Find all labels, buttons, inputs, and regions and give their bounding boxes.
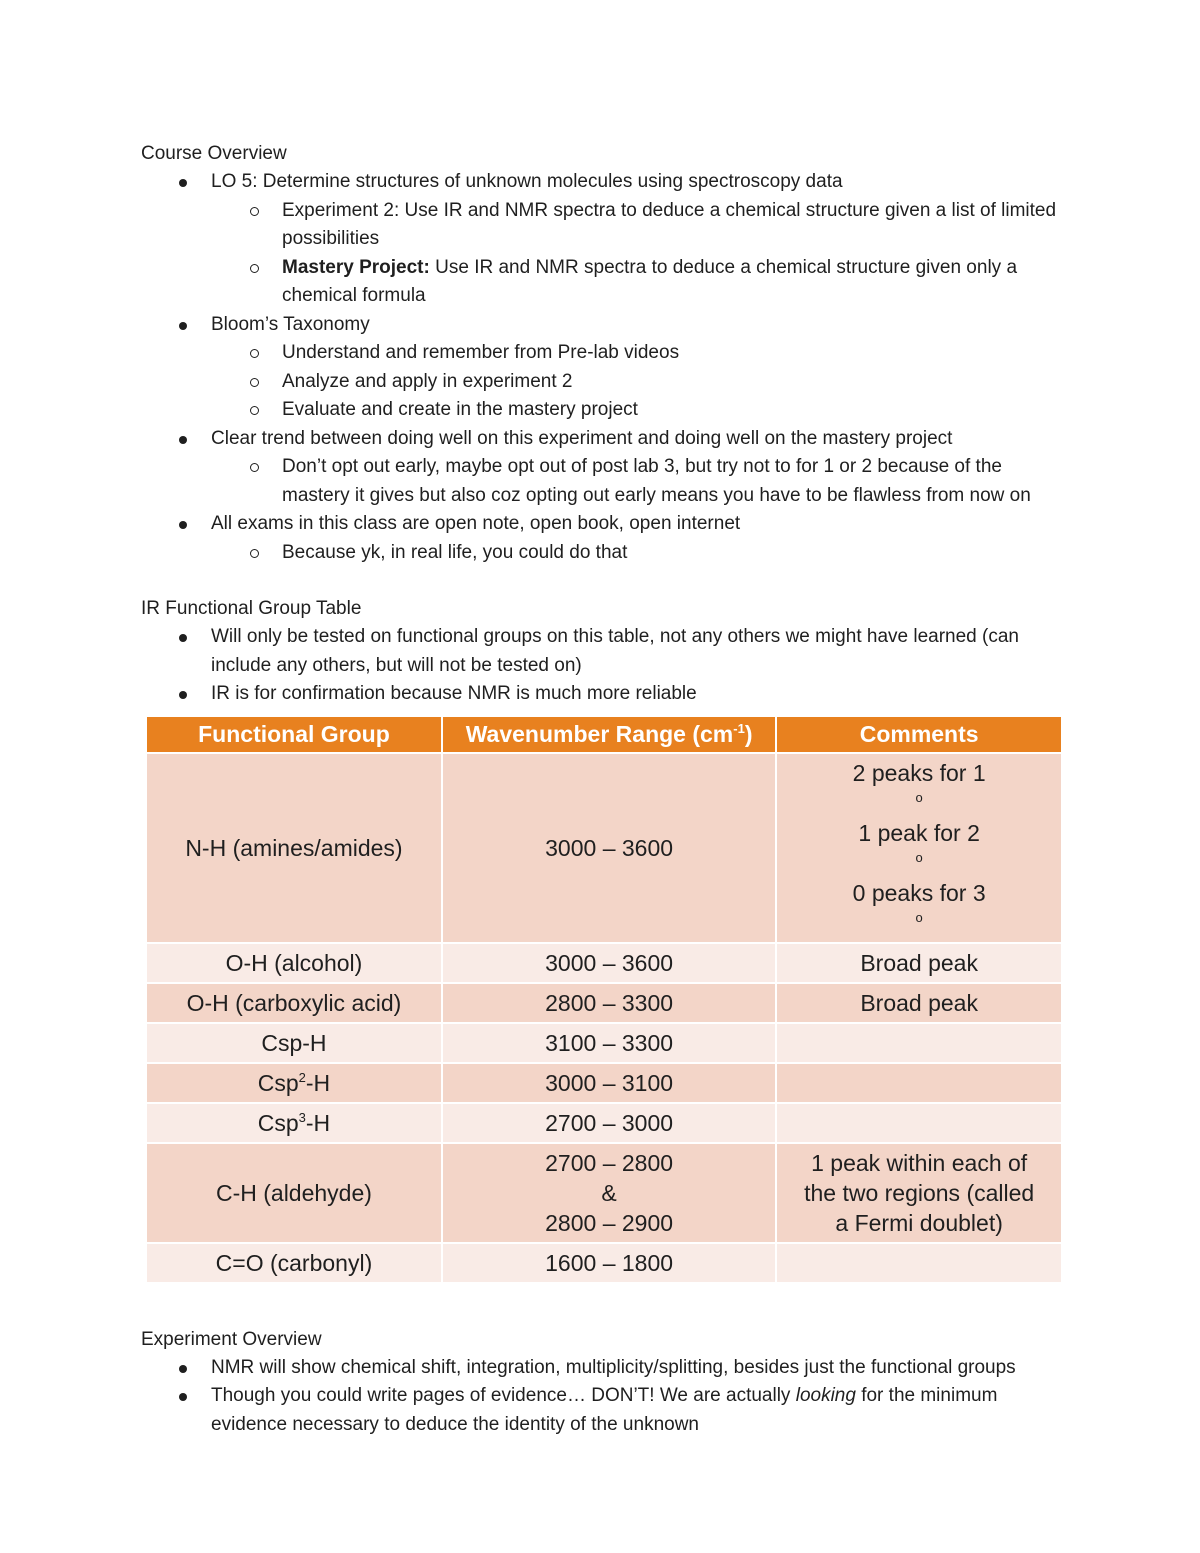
header-comments: Comments (777, 717, 1061, 752)
list-item: Bloom’s Taxonomy (141, 311, 1061, 340)
wavenumber-cell: 3000 – 3600 (443, 944, 775, 982)
sub-bullet-icon (250, 349, 259, 358)
comments-cell: 1 peak within each of the two regions (called a Fermi doublet) (777, 1144, 1061, 1242)
table-header-row (147, 717, 1061, 752)
bullet-icon (179, 322, 187, 330)
table-row (147, 1064, 1061, 1102)
course-overview-title: Course Overview (141, 143, 287, 164)
wavenumber-cell: 2700 – 3000 (443, 1104, 775, 1142)
document-page (141, 140, 1061, 1439)
functional-group-cell: O-H (alcohol) (147, 944, 441, 982)
list-item: Clear trend between doing well on this experiment and doing well on the mastery project (141, 425, 1061, 454)
bullet-icon (179, 691, 187, 699)
table-row (147, 1024, 1061, 1062)
table-row (147, 1244, 1061, 1282)
sub-list-item: Understand and remember from Pre-lab videos (141, 339, 1061, 368)
experiment-overview-title: Experiment Overview (141, 1328, 322, 1350)
comments-cell (777, 1104, 1061, 1142)
wavenumber-cell: 2700 – 2800 & 2800 – 2900 (443, 1144, 775, 1242)
table-row (147, 754, 1061, 942)
sub-bullet-icon (250, 207, 259, 216)
bullet-icon (179, 436, 187, 444)
mastery-project-label: Mastery Project: (282, 256, 430, 278)
header-wavenumber-range: Wavenumber Range $(cm^{-1})$ (443, 717, 775, 752)
sub-list-item: Experiment 2: Use IR and NMR spectra to deduce a chemical structure given a list of limited possibilities (141, 197, 1061, 254)
sub-bullet-icon (250, 264, 259, 273)
comments-cell (777, 1244, 1061, 1282)
sub-bullet-icon (250, 463, 259, 472)
functional-group-cell: C-H (aldehyde) (147, 1144, 441, 1242)
comments-cell (777, 1024, 1061, 1062)
functional-group-cell: Csp-H (147, 1024, 441, 1062)
list-item: Will only be tested on functional groups on this table, not any others we might have learned (can include any others, but will not be tested on) (141, 623, 1061, 680)
functional-group-cell: Csp$^2$-H (147, 1064, 441, 1102)
table-row (147, 1144, 1061, 1242)
bullet-icon (179, 179, 187, 187)
sub-list-item: Because yk, in real life, you could do that (141, 539, 1061, 568)
ir-section-title: IR Functional Group Table (141, 598, 362, 619)
table-row (147, 984, 1061, 1022)
sub-bullet-icon (250, 378, 259, 387)
sub-list-item: Don’t opt out early, maybe opt out of post lab 3, but try not to for 1 or 2 because of the mastery it gives but also coz opting out early means you have to be flawless from now on (141, 453, 1061, 510)
list-item: All exams in this class are open note, open book, open internet (141, 510, 1061, 539)
comments-cell: 2 peaks for 1 $^o$ 1 peak for 2 $^o$ 0 peaks for 3 $^o$ (777, 754, 1061, 942)
functional-group-cell: Csp$^3$-H (147, 1104, 441, 1142)
list-item: NMR will show chemical shift, integration, multiplicity/splitting, besides just the functional groups (141, 1354, 1061, 1383)
functional-group-cell: N-H (amines/amides) (147, 754, 441, 942)
wavenumber-cell: 2800 – 3300 (443, 984, 775, 1022)
table-row (147, 1104, 1061, 1142)
bullet-icon (179, 1365, 187, 1373)
list-item: Though you could write pages of evidence… DON’T! We are actually looking for the minimum evidence necessary to deduce the identity of the unknown (141, 1382, 1061, 1439)
course-overview-list (141, 168, 1061, 567)
list-item: LO 5: Determine structures of unknown molecules using spectroscopy data (141, 168, 1061, 197)
functional-group-cell: O-H (carboxylic acid) (147, 984, 441, 1022)
ir-functional-group-table (145, 715, 1063, 1284)
spacer (141, 1284, 1061, 1326)
sub-list-item: Mastery Project: Use IR and NMR spectra to deduce a chemical structure given only a chemical formula (141, 254, 1061, 311)
bullet-icon (179, 634, 187, 642)
experiment-overview-list (141, 1354, 1061, 1440)
spacer (141, 567, 1061, 595)
ir-section-list (141, 623, 1061, 709)
table-row (147, 944, 1061, 982)
wavenumber-cell: 3000 – 3100 (443, 1064, 775, 1102)
sub-bullet-icon (250, 406, 259, 415)
bullet-icon (179, 521, 187, 529)
list-item: IR is for confirmation because NMR is much more reliable (141, 680, 1061, 709)
sub-list-item: Evaluate and create in the mastery project (141, 396, 1061, 425)
bullet-icon (179, 1393, 187, 1401)
sub-bullet-icon (250, 549, 259, 558)
wavenumber-cell: 3000 – 3600 (443, 754, 775, 942)
header-functional-group: Functional Group (147, 717, 441, 752)
comments-cell: Broad peak (777, 944, 1061, 982)
wavenumber-cell: 1600 – 1800 (443, 1244, 775, 1282)
sub-list-item: Analyze and apply in experiment 2 (141, 368, 1061, 397)
functional-group-cell: C=O (carbonyl) (147, 1244, 441, 1282)
comments-cell (777, 1064, 1061, 1102)
wavenumber-cell: 3100 – 3300 (443, 1024, 775, 1062)
comments-cell: Broad peak (777, 984, 1061, 1022)
